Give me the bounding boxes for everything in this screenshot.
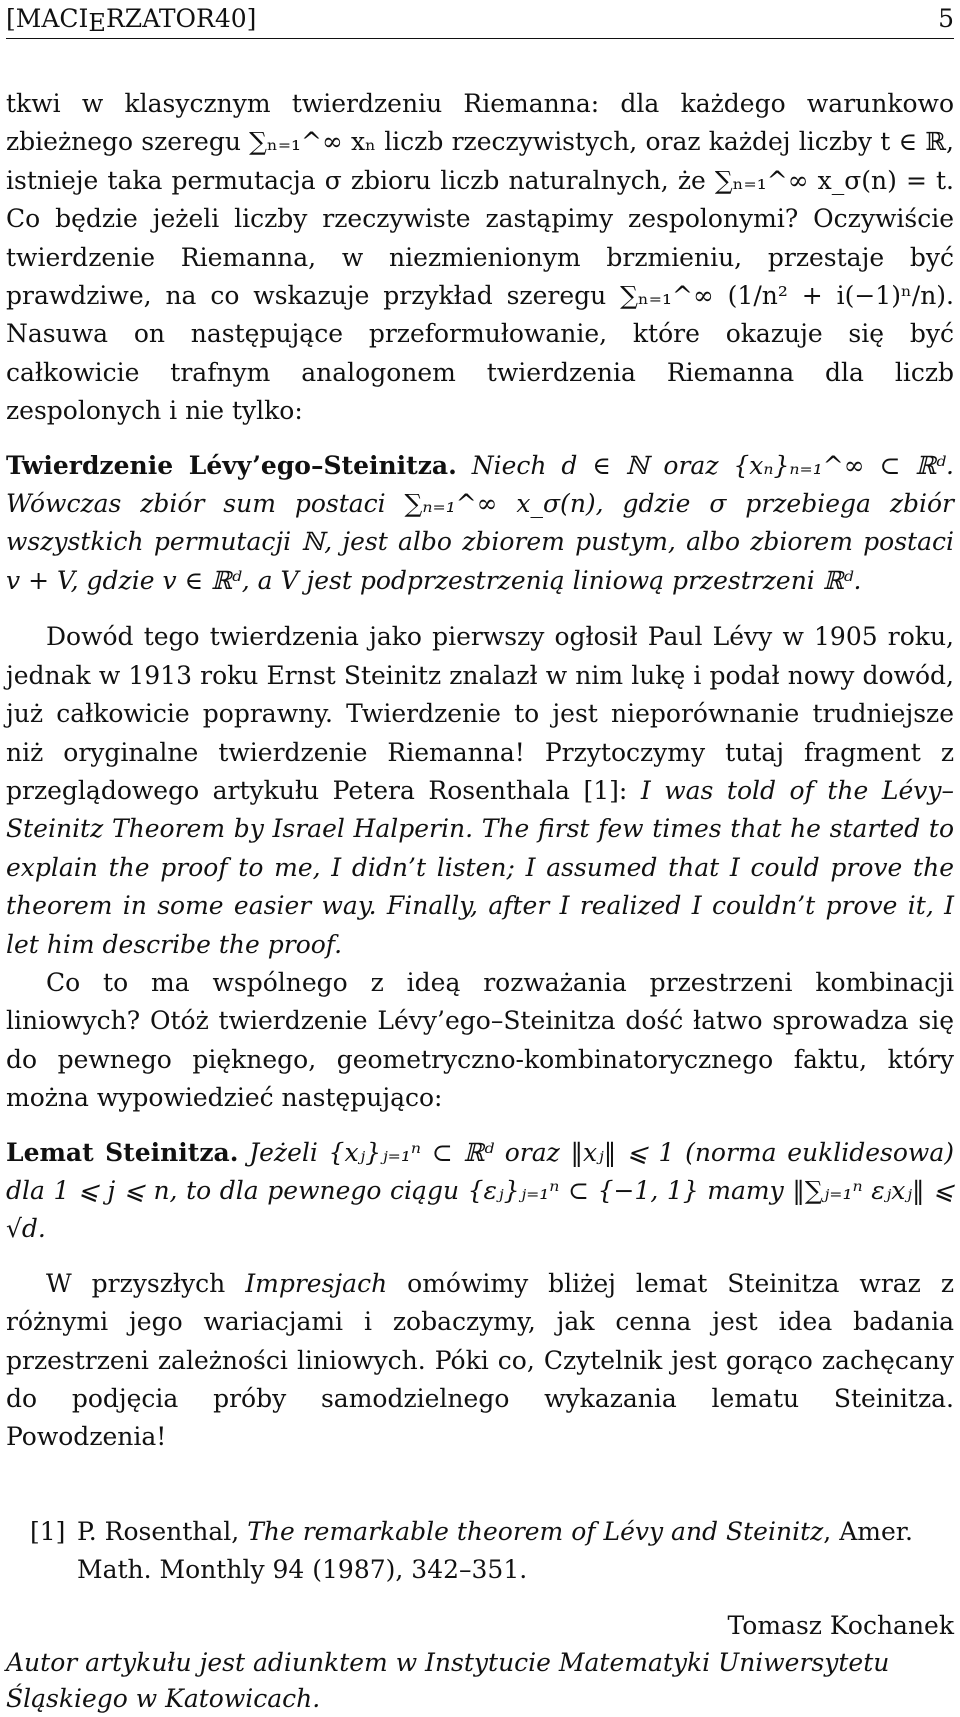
- reference-title: The remarkable theorem of Lévy and Steinitz: [247, 1516, 824, 1546]
- history-text: Dowód tego twierdzenia jako pierwszy ogłosił Paul Lévy w 1905 roku, jednak w 1913 roku Ernst Steinitz znalazł w nim lukę i podał nowy dowód, już całkowicie poprawny. Twierdzenie to jest nieporównanie trudniejsze niż oryginalne twierdzenie Riemanna! Przytoczymy tutaj fragment z przeglądowego artykułu Petera Rosenthala [1]:: [6, 622, 954, 805]
- lemma-steinitz: [6, 1134, 954, 1249]
- author-name: Tomasz Kochanek: [727, 1610, 954, 1640]
- paragraph-riemann: tkwi w klasycznym twierdzeniu Riemanna: dla każdego warunkowo zbieżnego szeregu ∑ₙ₌₁^∞ xₙ liczb rzeczywistych, oraz każdej liczby t ∈ ℝ, istnieje taka permutacja σ zbioru liczb naturalnych, że ∑ₙ₌₁^∞ x_σ(n) = t. Co będzie jeżeli liczby rzeczywiste zastąpimy zespolonymi? Oczywiście twierdzenie Riemanna, w niezmienionym brzmieniu, przestaje być prawdziwe, na co wskazuje przykład szeregu ∑ₙ₌₁^∞ (1/n² + i(−1)ⁿ/n). Nasuwa on następujące przeformułowanie, które okazuje się być całkowicie trafnym analogonem twierdzenia Riemanna dla liczb zespolonych i nie tylko:: [6, 89, 954, 426]
- paragraph-closing: [6, 1265, 954, 1457]
- journal-name: [MACIERZATOR40]: [6, 4, 257, 37]
- page-number: 5: [938, 4, 954, 33]
- reference-number: [1]: [30, 1516, 66, 1546]
- reference-authors: P. Rosenthal,: [77, 1516, 240, 1546]
- paragraph-history: [6, 618, 954, 964]
- reference-venue: , Amer. Math. Monthly 94 (1987), 342–351.: [77, 1516, 913, 1584]
- theorem-levy-steinitz: [6, 447, 954, 601]
- author-affiliation: Autor artykułu jest adiunktem w Instytucie Matematyki Uniwersytetu Śląskiego w Katowicach.: [6, 1648, 890, 1714]
- lemma-title: Lemat Steinitza.: [6, 1137, 239, 1167]
- reference-item: [6, 1513, 954, 1589]
- rosenthal-quote: I was told of the Lévy–Steinitz Theorem by Israel Halperin. The first few times that he started to explain the proof to me, I didn’t listen; I assumed that I could prove the theorem in some easier way. Finally, after I realized I couldn’t prove it, I let him describe the proof.: [6, 775, 954, 959]
- theorem-statement: Niech d ∈ ℕ oraz {xₙ}ₙ₌₁^∞ ⊂ ℝᵈ. Wówczas zbiór sum postaci ∑ₙ₌₁^∞ x_σ(n), gdzie σ przebiega zbiór wszystkich permutacji ℕ, jest albo zbiorem pustym, albo zbiorem postaci v + V, gdzie v ∈ ℝᵈ, a V jest podprzestrzenią liniową przestrzeni ℝᵈ.: [6, 450, 954, 595]
- paragraph-linear-combinations: Co to ma wspólnego z ideą rozważania przestrzeni kombinacji liniowych? Otóż twierdzenie Lévy’ego–Steinitza dość łatwo sprowadza się do pewnego pięknego, geometryczno-kombinatorycznego faktu, który można wypowiedzieć następująco:: [6, 967, 954, 1113]
- closing-text-b: omówimy bliżej lemat Steinitza wraz z różnymi jego wariacjami i zobaczymy, jak cenna jest idea badania przestrzeni zależności liniowych. Póki co, Czytelnik jest gorąco zachęcany do podjęcia próby samodzielnego wykazania lematu Steinitza. Powodzenia!: [6, 1268, 954, 1452]
- article-body: [6, 85, 954, 1717]
- header-rule: [6, 38, 954, 39]
- closing-text-a: W przyszłych: [46, 1268, 226, 1298]
- impresje-title: Impresjach: [245, 1268, 388, 1298]
- lemma-statement: Jeżeli {xⱼ}ⱼ₌₁ⁿ ⊂ ℝᵈ oraz ‖xⱼ‖ ⩽ 1 (norma euklidesowa) dla 1 ⩽ j ⩽ n, to dla pewnego ciągu {εⱼ}ⱼ₌₁ⁿ ⊂ {−1, 1} mamy ‖∑ⱼ₌₁ⁿ εⱼxⱼ‖ ⩽ √d.: [6, 1137, 954, 1244]
- references: [6, 1513, 954, 1589]
- theorem-title: Twierdzenie Lévy’ego–Steinitza.: [6, 450, 457, 480]
